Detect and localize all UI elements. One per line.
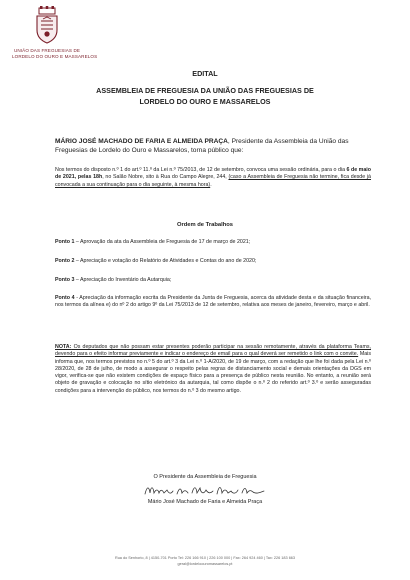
note-text: Mais informa que, nos termos previstos no n.º 5 do art.º 3 da Lei n.º 1-A/2020, de 19 de março, com a redação que lhe foi dada pela Lei n.º 28/2020, de 28 de julho, de modo a assegurar o respeito pelas regras de distanciamento social e demais orientações da DGS em vigor, verifica-se que não existem condições de espaço físico para a presença de público nesta reunião. No entanto, a reunião será objeto de gravação e colocação no sítio eletrónico da autarquia, tal como dispõe o n.º 2 do referido art.º 3.º e serão asseguradas condições para a intervenção do público, nos termos do n.º 3 do mesmo artigo. bbox=[55, 351, 371, 394]
note-remote-participation: Os deputados que não possam estar presentes poderão participar na sessão remotamente, através da plataforma Teams, devendo para o efeito informar previamente e indicar o endereço de email para o qual deverá ser remetido o link com o convite. bbox=[55, 344, 371, 358]
agenda-title: Ordem de Trabalhos bbox=[176, 222, 234, 228]
page-footer bbox=[0, 555, 410, 567]
parish-logo bbox=[12, 6, 98, 60]
agenda-item-text: – Apreciação do Inventário da Autarquia; bbox=[74, 277, 172, 283]
note-paragraph bbox=[55, 344, 371, 395]
agenda-item-label: Ponto 1 bbox=[55, 239, 75, 245]
agenda-item bbox=[55, 295, 371, 310]
logo-line-2: LORDELO DO OURO E MASSARELOS bbox=[12, 54, 98, 59]
agenda-item-text: – Apreciação e votação do Relatório de Atividades e Contas do ano de 2020; bbox=[74, 258, 257, 264]
agenda-item bbox=[55, 258, 371, 265]
note-label: NOTA: bbox=[55, 344, 72, 350]
handwritten-signature bbox=[143, 482, 267, 498]
logo-line-1: UNIÃO DAS FREGUESIAS DE bbox=[13, 48, 81, 53]
document-title bbox=[0, 86, 410, 107]
agenda-item bbox=[55, 239, 371, 246]
terms-text-c: . bbox=[210, 181, 212, 188]
terms-continuation-note: (caso a Assembleia de Freguesia não termine, fica desde já convocada a sua continuação para o dia seguinte, à mesma hora) bbox=[55, 174, 372, 188]
intro-text: , Presidente da Assembleia da União das Freguesias de Lordelo do Ouro e Massarelos, torna público que: bbox=[55, 138, 349, 154]
convocation-paragraph bbox=[55, 167, 371, 189]
title-line-2: LORDELO DO OURO E MASSARELOS bbox=[139, 96, 271, 106]
footer-contacts: Rua do Senhorio, 8 | 4150-701 Porto Tel: 226 166 910 | 226 100 000 | Fax: 264 924 460 | Tax: 226 183 663 bbox=[114, 556, 296, 560]
signatory-role: O Presidente da Assembleia de Freguesia bbox=[153, 474, 257, 480]
footer-email: geral@lordeloouromassarelos.pt bbox=[177, 562, 233, 566]
terms-text-b: , no Salão Nobre, sito à Rua do Campo Alegre, 244, bbox=[102, 174, 229, 181]
title-line-1: ASSEMBLEIA DE FREGUESIA DA UNIÃO DAS FREGUESIAS DE bbox=[96, 86, 314, 95]
agenda-item-label: Ponto 4 bbox=[55, 295, 75, 301]
terms-text-a: Nos termos do disposto n.º 1 do art.º 11.º da Lei n.º 75/2013, de 12 de setembro, convoca uma sessão ordinária, para o dia bbox=[55, 167, 347, 173]
signatory-name: Mário José Machado de Faria e Almeida Praça bbox=[147, 499, 263, 505]
agenda-item-text: – Aprovação da ata da Assembleia de Freguesia de 17 de março de 2021; bbox=[74, 239, 251, 245]
agenda-item-label: Ponto 2 bbox=[55, 258, 75, 264]
president-name: MÁRIO JOSÉ MACHADO DE FARIA E ALMEIDA PRAÇA bbox=[55, 138, 228, 145]
agenda-item-text: - Apreciação da informação escrita da Presidente da Junta de Freguesia, acerca da atividade desta e da situação financeira, nos termos da alínea e) do nº 2 do artigo 9º da Lei 75/2013 de 12 de setembro, relativa aos meses de janeiro, fevereiro, março e abril. bbox=[55, 295, 371, 309]
agenda-item bbox=[55, 277, 371, 284]
intro-paragraph bbox=[55, 137, 371, 155]
agenda-item-label: Ponto 3 bbox=[55, 277, 75, 283]
coat-of-arms-icon bbox=[33, 6, 61, 46]
document-heading: EDITAL bbox=[192, 69, 218, 78]
session-date: 6 de maio de 2021, pelas 18h bbox=[55, 167, 371, 181]
